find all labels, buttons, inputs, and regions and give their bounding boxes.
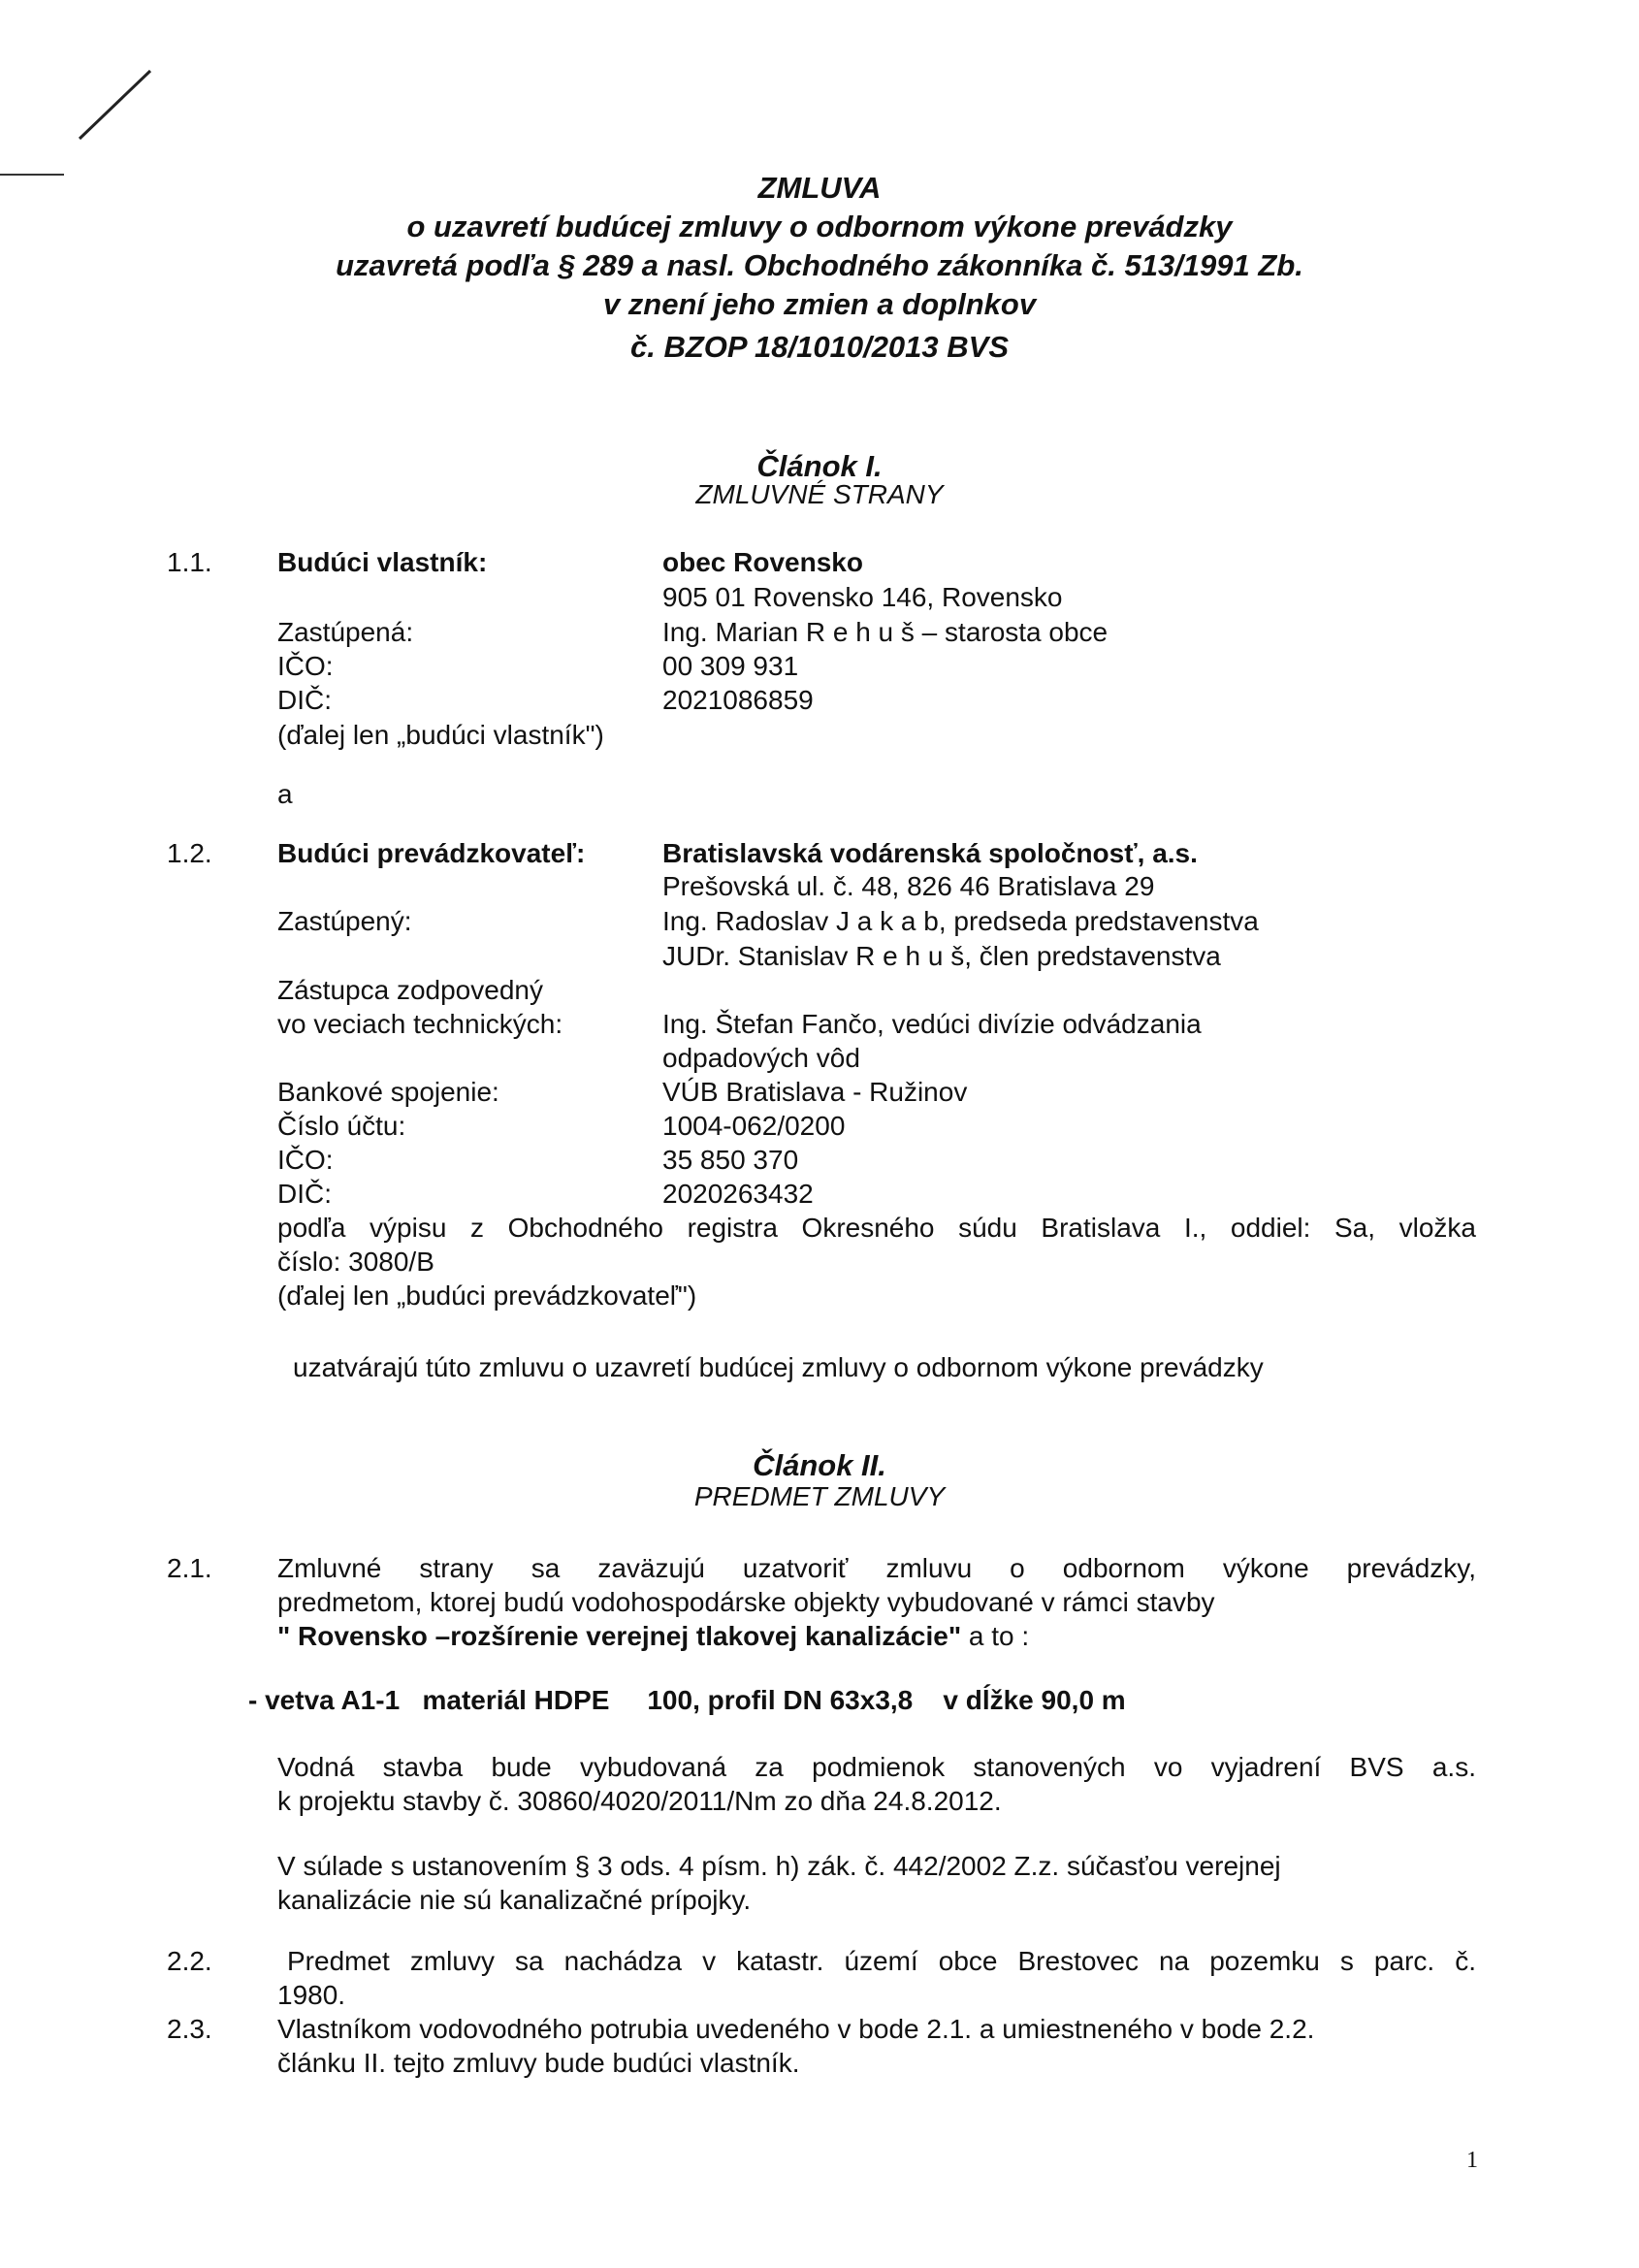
- party2-ico-value: 35 850 370: [662, 1145, 799, 1175]
- clause-2-1-water-line-2: k projektu stavby č. 30860/4020/2011/Nm zo dňa 24.8.2012.: [277, 1786, 1002, 1816]
- clause-2-1-law-line-2: kanalizácie nie sú kanalizačné prípojky.: [277, 1885, 752, 1915]
- contract-amendments: v znení jeho zmien a doplnkov: [602, 287, 1037, 321]
- party1-address: 905 01 Rovensko 146, Rovensko: [662, 582, 1063, 612]
- party2-name: Bratislavská vodárenská spoločnosť, a.s.: [662, 838, 1198, 868]
- party2-ico-label: IČO:: [277, 1145, 334, 1175]
- clause-number: 2.2.: [167, 1946, 212, 1976]
- party2-register-line-1: podľa výpisu z Obchodného registra Okresného súdu Bratislava I., oddiel: Sa, vložka: [277, 1213, 1476, 1243]
- clause-number: 2.1.: [167, 1553, 212, 1583]
- party2-rep-label: Zastúpený:: [277, 906, 412, 936]
- contract-title: ZMLUVA: [757, 171, 882, 205]
- party1-name: obec Rovensko: [662, 547, 863, 577]
- corner-slash-mark: [58, 53, 165, 160]
- party2-register-line-2: číslo: 3080/B: [277, 1247, 434, 1277]
- party2-note: (ďalej len „budúci prevádzkovateľ"): [277, 1280, 697, 1311]
- party2-tech-label-2: vo veciach technických:: [277, 1009, 563, 1039]
- clause-2-3-line-1: Vlastníkom vodovodného potrubia uvedeného v bode 2.1. a umiestneného v bode 2.2.: [277, 2014, 1315, 2044]
- article-1-title: ZMLUVNÉ STRANY: [695, 479, 944, 509]
- clause-number: 1.2.: [167, 838, 212, 868]
- party2-dic-value: 2020263432: [662, 1179, 814, 1209]
- party2-account-value: 1004-062/0200: [662, 1111, 846, 1141]
- party1-rep-value: Ing. Marian R e h u š – starosta obce: [662, 617, 1109, 647]
- contract-legal-basis: uzavretá podľa § 289 a nasl. Obchodného zákonníka č. 513/1991 Zb.: [336, 248, 1303, 282]
- clause-number: 2.3.: [167, 2014, 212, 2044]
- clause-2-2-line-1: Predmet zmluvy sa nachádza v katastr. území obce Brestovec na pozemku s parc. č.: [287, 1946, 1476, 1976]
- party2-tech-value-2: odpadových vôd: [662, 1043, 860, 1073]
- clause-2-2-line-2: 1980.: [277, 1980, 346, 2010]
- party2-tech-label-1: Zástupca zodpovedný: [277, 975, 543, 1005]
- clause-2-1-law-line-1: V súlade s ustanovením § 3 ods. 4 písm. h) zák. č. 442/2002 Z.z. súčasťou verejnej: [277, 1851, 1281, 1881]
- party1-label: Budúci vlastník:: [277, 547, 488, 577]
- contract-number: č. BZOP 18/1010/2013 BVS: [629, 330, 1010, 364]
- party2-bank-label: Bankové spojenie:: [277, 1077, 499, 1107]
- contract-subtitle: o uzavretí budúcej zmluvy o odbornom výkone prevádzky: [406, 210, 1233, 243]
- party1-rep-label: Zastúpená:: [277, 617, 414, 647]
- clause-2-1-water-line-1: Vodná stavba bude vybudovaná za podmienok stanovených vo vyjadrení BVS a.s.: [277, 1752, 1476, 1782]
- construction-name: " Rovensko –rozšírenie verejnej tlakovej kanalizácie": [277, 1621, 962, 1651]
- party2-bank-value: VÚB Bratislava - Ružinov: [662, 1077, 968, 1107]
- party2-rep-value-2: JUDr. Stanislav R e h u š, člen predstavenstva: [662, 941, 1221, 971]
- party1-ico-label: IČO:: [277, 651, 334, 681]
- party2-rep-value-1: Ing. Radoslav J a k a b, predseda predstavenstva: [662, 906, 1259, 936]
- clause-2-1-line-1: Zmluvné strany sa zaväzujú uzatvoriť zmluvu o odbornom výkone prevádzky,: [277, 1553, 1476, 1583]
- party1-dic-value: 2021086859: [662, 685, 814, 715]
- article-2-title: PREDMET ZMLUVY: [693, 1481, 946, 1511]
- clause-2-1-line-3-rest: a to :: [961, 1621, 1030, 1651]
- parties-closing-statement: uzatvárajú túto zmluvu o uzavretí budúcej zmluvy o odbornom výkone prevádzky: [293, 1352, 1264, 1382]
- article-1-heading: Článok I.: [756, 449, 883, 483]
- party1-dic-label: DIČ:: [277, 685, 332, 715]
- clause-2-1-line-3: [277, 1621, 1029, 1652]
- clause-2-3-line-2: článku II. tejto zmluvy bude budúci vlastník.: [277, 2048, 800, 2078]
- branch-spec-item: - vetva A1-1 materiál HDPE 100, profil DN 63x3,8 v dĺžke 90,0 m: [248, 1685, 1126, 1715]
- clause-2-1-line-2: predmetom, ktorej budú vodohospodárske objekty vybudované v rámci stavby: [277, 1587, 1215, 1617]
- party1-ico-value: 00 309 931: [662, 651, 799, 681]
- party2-account-label: Číslo účtu:: [277, 1111, 406, 1141]
- article-2-heading: Článok II.: [753, 1448, 886, 1482]
- party2-address: Prešovská ul. č. 48, 826 46 Bratislava 29: [662, 871, 1155, 901]
- party2-tech-value-1: Ing. Štefan Fančo, vedúci divízie odvádzania: [662, 1009, 1202, 1039]
- party2-label: Budúci prevádzkovateľ:: [277, 838, 586, 868]
- party1-note: (ďalej len „budúci vlastník"): [277, 720, 604, 750]
- party2-dic-label: DIČ:: [277, 1179, 332, 1209]
- conjunction: a: [277, 779, 293, 809]
- page-number: 1: [1466, 2148, 1478, 2173]
- clause-number: 1.1.: [167, 547, 212, 577]
